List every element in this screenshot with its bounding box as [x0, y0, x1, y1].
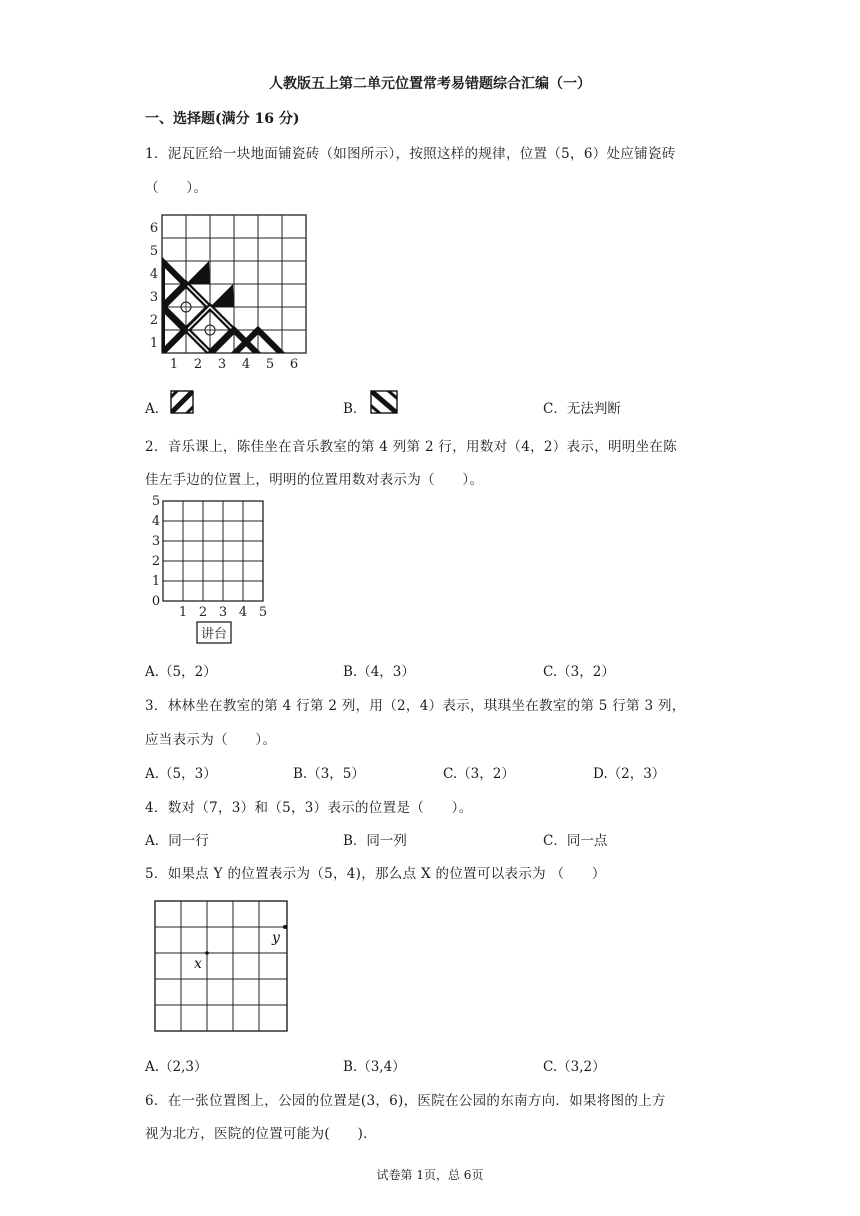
question-2-text: 2．音乐课上，陈佳坐在音乐教室的第 4 列第 2 行，用数对（4，2）表示，明明坐在陈 [145, 439, 678, 455]
y-tick: 4 [149, 267, 159, 282]
q3-option-a[interactable]: A.（5，3） [145, 766, 217, 782]
question-2-text-cont: 佳左手边的位置上，明明的位置用数对表示为（ ）。 [145, 472, 484, 488]
x-tick: 3 [217, 357, 227, 372]
tile-option-a-icon [170, 390, 194, 414]
x-tick: 4 [238, 605, 248, 620]
question-3-text: 3．林林坐在教室的第 4 行第 2 列，用（2，4）表示，琪琪坐在教室的第 5 行第 3 列， [145, 698, 686, 714]
xy-grid-lines [155, 901, 287, 1031]
point-y-marker [283, 925, 287, 929]
q2-option-c[interactable]: C.（3，2） [543, 664, 615, 680]
y-tick: 0 [151, 594, 161, 609]
y-tick: 3 [149, 290, 159, 305]
classroom-y-ticks [152, 494, 160, 609]
classroom-grid-figure [145, 494, 275, 646]
q1-option-b-label: B． [343, 401, 367, 417]
question-3-text-cont: 应当表示为（ ）。 [145, 732, 277, 748]
question-4-text: 4．数对（7，3）和（5，3）表示的位置是（ ）。 [145, 800, 473, 816]
x-tick: 3 [218, 605, 228, 620]
podium-label: 讲台 [200, 627, 228, 642]
point-x-marker [205, 951, 209, 955]
y-tick: 1 [151, 574, 161, 589]
q4-option-a[interactable]: A．同一行 [145, 833, 209, 849]
point-x-label: x [194, 956, 202, 972]
q3-option-c[interactable]: C.（3，2） [443, 766, 515, 782]
x-tick: 6 [289, 357, 299, 372]
page-title: 人教版五上第二单元位置常考易错题综合汇编（一） [269, 76, 591, 92]
q5-option-b[interactable]: B.（3,4） [343, 1059, 406, 1075]
y-tick: 5 [151, 494, 161, 509]
x-tick: 2 [198, 605, 208, 620]
question-1-text-cont: （ ）。 [145, 180, 208, 196]
q5-option-a[interactable]: A.（2,3） [145, 1059, 208, 1075]
question-1-text: 1．泥瓦匠给一块地面铺瓷砖（如图所示），按照这样的规律，位置（5，6）处应铺瓷砖 [145, 146, 676, 162]
q2-option-b[interactable]: B.（4，3） [343, 664, 415, 680]
x-tick: 5 [265, 357, 275, 372]
y-tick: 3 [151, 534, 161, 549]
tile-pattern [162, 261, 281, 372]
q3-option-d[interactable]: D.（2，3） [593, 766, 666, 782]
xy-grid-figure [152, 898, 292, 1035]
q2-option-a[interactable]: A.（5，2） [145, 664, 217, 680]
q1-option-b[interactable] [343, 397, 366, 417]
q1-option-c[interactable] [543, 397, 621, 417]
x-tick: 1 [178, 605, 188, 620]
q1-option-a-label: A． [145, 401, 169, 417]
y-tick: 6 [149, 221, 159, 236]
point-y-label: y [272, 930, 280, 946]
tile-y-ticks [150, 221, 158, 351]
tile-x-ticks [170, 357, 298, 372]
classroom-grid-lines [163, 501, 263, 601]
section-heading: 一、选择题(满分 16 分) [145, 111, 300, 127]
tile-grid-figure [145, 212, 315, 372]
tile-option-b-icon [370, 390, 398, 414]
q1-option-c-label: C．无法判断 [543, 401, 621, 417]
q4-option-c[interactable]: C．同一点 [543, 833, 608, 849]
x-tick: 2 [193, 357, 203, 372]
x-tick: 5 [258, 605, 268, 620]
page-footer: 试卷第 1页，总 6页 [376, 1168, 484, 1182]
x-tick: 1 [169, 357, 179, 372]
q5-option-c[interactable]: C.（3,2） [543, 1059, 606, 1075]
question-6-text: 6．在一张位置图上，公园的位置是(3，6)，医院在公园的东南方向．如果将图的上方 [145, 1093, 666, 1109]
y-tick: 4 [151, 514, 161, 529]
question-6-text-cont: 视为北方，医院的位置可能为( )． [145, 1126, 377, 1142]
question-5-text: 5．如果点 Y 的位置表示为（5，4)，那么点 X 的位置可以表示为 （ ） [145, 866, 606, 882]
q4-option-b[interactable]: B．同一列 [343, 833, 407, 849]
q3-option-b[interactable]: B.（3，5） [293, 766, 365, 782]
y-tick: 5 [149, 244, 159, 259]
classroom-x-ticks [179, 605, 267, 620]
x-tick: 4 [241, 357, 251, 372]
y-tick: 1 [149, 336, 159, 351]
q1-option-a[interactable] [145, 397, 168, 417]
y-tick: 2 [149, 313, 159, 328]
y-tick: 2 [151, 554, 161, 569]
